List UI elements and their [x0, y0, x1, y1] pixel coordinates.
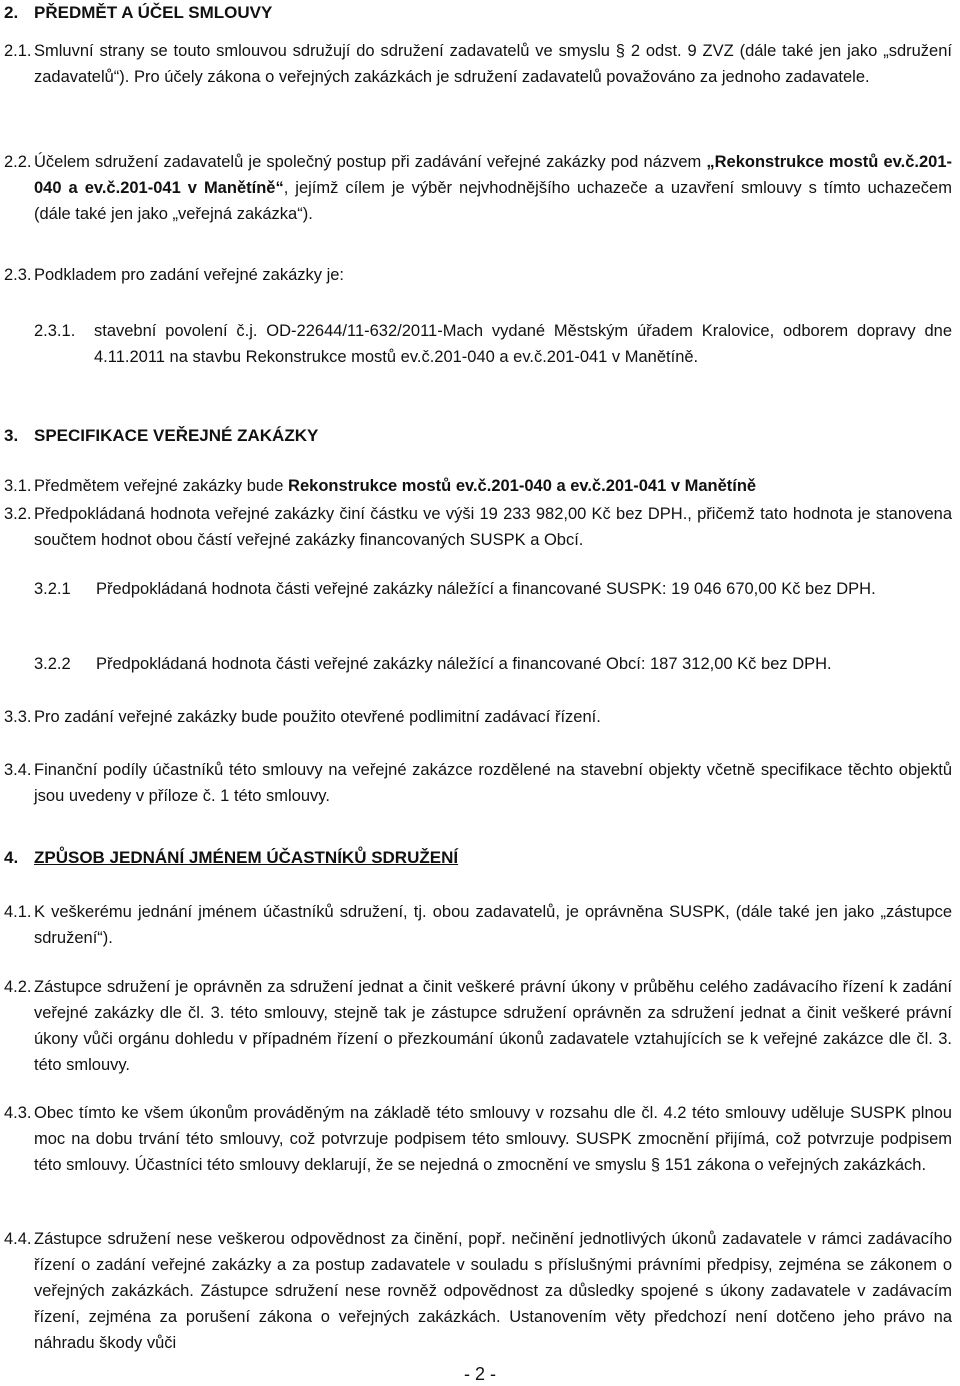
clause-number: 3.4.: [4, 761, 32, 779]
clause-text: [4, 473, 952, 499]
clause-text: K veškerému jednání jménem účastníků sdružení, tj. obou zadavatelů, je oprávněna SUSPK, (dále také jen jako „zástupce sdružení“).: [34, 903, 952, 947]
clause-number: 4.1.: [4, 903, 32, 921]
clause-number: 3.2.2: [34, 655, 71, 673]
clause-2-3: [4, 262, 952, 288]
clause-text: Zástupce sdružení nese veškerou odpovědnost za činění, popř. nečinění jednotlivých úkonů zadavatele v rámci zadávacího řízení o zadání veřejné zakázky a za postup zadavatele v souladu s příslušnými právními předpisy, zejména se zákonem o veřejných zakázkách. Zástupce sdružení nese rovněž odpovědnost za důsledky spojené s úkony zadavatele v zadávacím řízení, zejména za porušení zákona o veřejných zakázkách. Ustanovením věty předchozí není dotčeno jeho právo na náhradu škody vůči: [34, 1230, 952, 1352]
clause-3-1: [4, 473, 952, 499]
clause-3-3: [4, 704, 952, 730]
clause-4-4: [4, 1226, 952, 1356]
clause-text-part: Předmětem veřejné zakázky bude: [34, 477, 289, 495]
clause-number: 3.2.: [4, 505, 32, 523]
clause-text: Podkladem pro zadání veřejné zakázky je:: [34, 266, 345, 284]
clause-number: 4.4.: [4, 1230, 32, 1248]
clause-text: [4, 149, 952, 227]
clause-number: 2.3.1.: [34, 322, 76, 340]
clause-2-2: [4, 149, 952, 227]
clause-3-2-1: [34, 576, 952, 602]
clause-number: 2.3.: [4, 266, 32, 284]
section-title: ZPŮSOB JEDNÁNÍ JMÉNEM ÚČASTNÍKŮ SDRUŽENÍ: [34, 848, 459, 867]
section-title: SPECIFIKACE VEŘEJNÉ ZAKÁZKY: [34, 426, 319, 445]
clause-text: Pro zadání veřejné zakázky bude použito otevřené podlimitní zadávací řízení.: [34, 708, 601, 726]
clause-number: 4.2.: [4, 978, 32, 996]
clause-number: 3.2.1: [34, 580, 71, 598]
clause-number: 3.1.: [4, 477, 32, 495]
section-number: 2.: [4, 3, 19, 22]
section-3-heading: [4, 426, 318, 446]
clause-number: 4.3.: [4, 1104, 32, 1122]
clause-text: Finanční podíly účastníků této smlouvy na veřejné zakázce rozdělené na stavební objekty včetně specifikace těchto objektů jsou uvedeny v příloze č. 1 této smlouvy.: [34, 761, 952, 805]
clause-text: Obec tímto ke všem úkonům prováděným na základě této smlouvy v rozsahu dle čl. 4.2 této smlouvy uděluje SUSPK plnou moc na dobu trvání této smlouvy, což potvrzuje podpisem této smlouvy. SUSPK zmocnění přijímá, což potvrzuje podpisem této smlouvy. Účastníci této smlouvy deklarují, že se nejedná o zmocnění ve smyslu § 151 zákona o veřejných zakázkách.: [34, 1104, 952, 1174]
section-number: 4.: [4, 848, 19, 867]
clause-number: 3.3.: [4, 708, 32, 726]
clause-3-2: [4, 501, 952, 553]
clause-text: stavební povolení č.j. OD-22644/11-632/2011-Mach vydané Městským úřadem Kralovice, odborem dopravy dne 4.11.2011 na stavbu Rekonstrukce mostů ev.č.201-040 a ev.č.201-041 v Manětíně.: [94, 322, 952, 366]
clause-4-3: [4, 1100, 952, 1178]
contract-name: „Rekonstrukce mostů ev.č.201-040 a ev.č.201-041 v Manětíně“: [34, 153, 953, 197]
clause-text: Předpokládaná hodnota veřejné zakázky činí částku ve výši 19 233 982,00 Kč bez DPH., přičemž tato hodnota je stanovena součtem hodnot obou částí veřejné zakázky financovaných SUSPK a Obcí.: [34, 505, 952, 549]
page-number: - 2 -: [463, 1364, 496, 1384]
contract-name: Rekonstrukce mostů ev.č.201-040 a ev.č.201-041 v Manětíně: [288, 477, 757, 495]
clause-3-2-2: [34, 651, 952, 677]
clause-text-part: , jejímž cílem je výběr nejvhodnějšího uchazeče a uzavření smlouvy s tímto uchazečem (dále také jen jako „veřejná zakázka“).: [34, 179, 952, 223]
clause-2-3-1: [34, 318, 952, 370]
clause-4-1: [4, 899, 952, 951]
clause-number: 2.1.: [4, 42, 32, 60]
clause-2-1: [4, 38, 952, 90]
section-2-heading: [4, 3, 272, 23]
clause-text-part: Účelem sdružení zadavatelů je společný postup při zadávání veřejné zakázky pod názvem: [34, 153, 707, 171]
clause-text: Zástupce sdružení je oprávněn za sdružení jednat a činit veškeré právní úkony v průběhu celého zadávacího řízení k zadání veřejné zakázky dle čl. 3. této smlouvy, stejně tak je zástupce sdružení oprávněn za sdružení jednat a činit veškeré právní úkony vůči orgánu dohledu v případném řízení o přezkoumání úkonů zadavatele vztahujících se k veřejné zakázce dle čl. 3. této smlouvy.: [34, 978, 952, 1074]
section-4-heading: [4, 848, 458, 868]
clause-number: 2.2.: [4, 153, 32, 171]
section-title: PŘEDMĚT A ÚČEL SMLOUVY: [34, 3, 273, 22]
clause-4-2: [4, 974, 952, 1078]
clause-text: Předpokládaná hodnota části veřejné zakázky náležící a financované Obcí: 187 312,00 Kč bez DPH.: [96, 655, 832, 673]
section-number: 3.: [4, 426, 19, 445]
clause-3-4: [4, 757, 952, 809]
clause-text: Předpokládaná hodnota části veřejné zakázky náležící a financované SUSPK: 19 046 670,00 Kč bez DPH.: [96, 580, 876, 598]
clause-text: Smluvní strany se touto smlouvou sdružují do sdružení zadavatelů ve smyslu § 2 odst. 9 ZVZ (dále také jen jako „sdružení zadavatelů“). Pro účely zákona o veřejných zakázkách je sdružení zadavatelů považováno za jednoho zadavatele.: [34, 42, 952, 86]
